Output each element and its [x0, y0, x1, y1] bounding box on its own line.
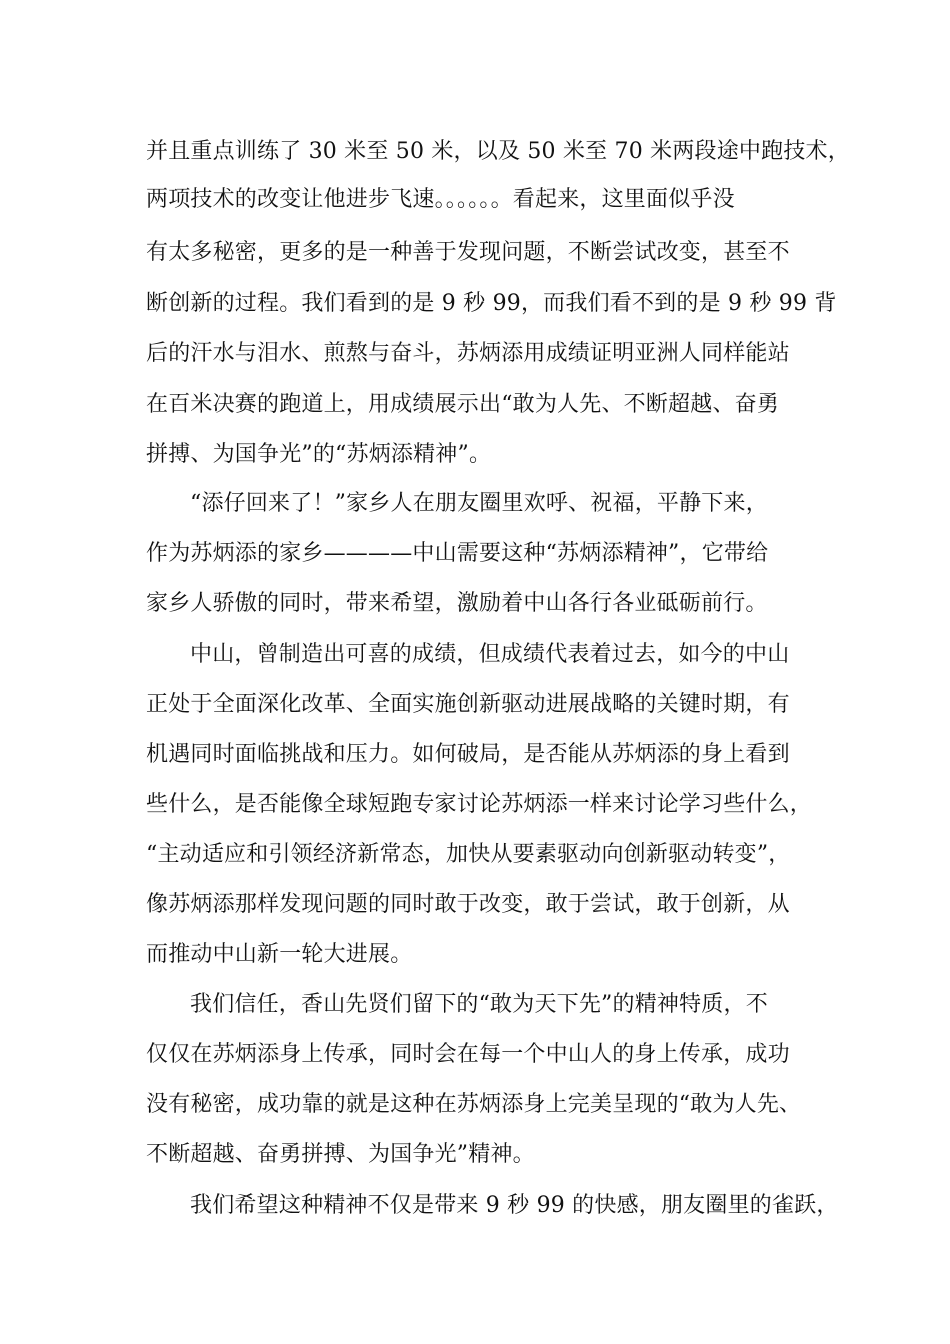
text-line: 后的汗水与泪水、煎熬与奋斗，苏炳添用成绩证明亚洲人同样能站 [146, 341, 790, 366]
text-line: 有太多秘密，更多的是一种善于发现问题，不断尝试改变，甚至不 [146, 240, 790, 265]
text-line: 作为苏炳添的家乡————中山需要这种“苏炳添精神”，它带给 [146, 541, 769, 566]
paragraph-first-line: 我们希望这种精神不仅是带来 9 秒 99 的快感，朋友圈里的雀跃， [190, 1193, 839, 1218]
text-line: 在百米决赛的跑道上，用成绩展示出“敢为人先、不断超越、奋勇 [146, 392, 780, 417]
text-line: 仅仅在苏炳添身上传承，同时会在每一个中山人的身上传承，成功 [146, 1042, 790, 1067]
paragraph-first-line: “添仔回来了！”家乡人在朋友圈里欢呼、祝福，平静下来， [190, 491, 768, 516]
text-line: 而推动中山新一轮大进展。 [146, 942, 413, 967]
text-line: 正处于全面深化改革、全面实施创新驱动进展战略的关键时期，有 [146, 692, 790, 717]
text-line: 断创新的过程。我们看到的是 9 秒 99，而我们看不到的是 9 秒 99 背 [146, 291, 837, 316]
text-line: 不断超越、奋勇拼搏、为国争光”精神。 [146, 1142, 535, 1167]
text-line: 机遇同时面临挑战和压力。如何破局，是否能从苏炳添的身上看到 [146, 742, 790, 767]
text-line: 家乡人骄傲的同时，带来希望，激励着中山各行各业砥砺前行。 [146, 591, 768, 616]
text-line: 没有秘密，成功靠的就是这种在苏炳添身上完美呈现的“敢为人先、 [146, 1092, 802, 1117]
text-line: 两项技术的改变让他进步飞速。。。。。。看起来，这里面似乎没 [146, 187, 735, 212]
paragraph-first-line: 我们信任，香山先贤们留下的“敢为天下先”的精神特质，不 [190, 992, 768, 1017]
text-line: “主动适应和引领经济新常态，加快从要素驱动向创新驱动转变”， [146, 842, 791, 867]
text-line: 像苏炳添那样发现问题的同时敢于改变，敢于尝试，敢于创新，从 [146, 892, 790, 917]
text-line: 并且重点训练了 30 米至 50 米，以及 50 米至 70 米两段途中跑技术， [146, 139, 850, 164]
paragraph-first-line: 中山，曾制造出可喜的成绩，但成绩代表着过去，如今的中山 [190, 642, 790, 667]
text-line: 些什么，是否能像全球短跑专家讨论苏炳添一样来讨论学习些什么， [146, 792, 813, 817]
text-line: 拼搏、为国争光”的“苏炳添精神”。 [146, 442, 492, 467]
